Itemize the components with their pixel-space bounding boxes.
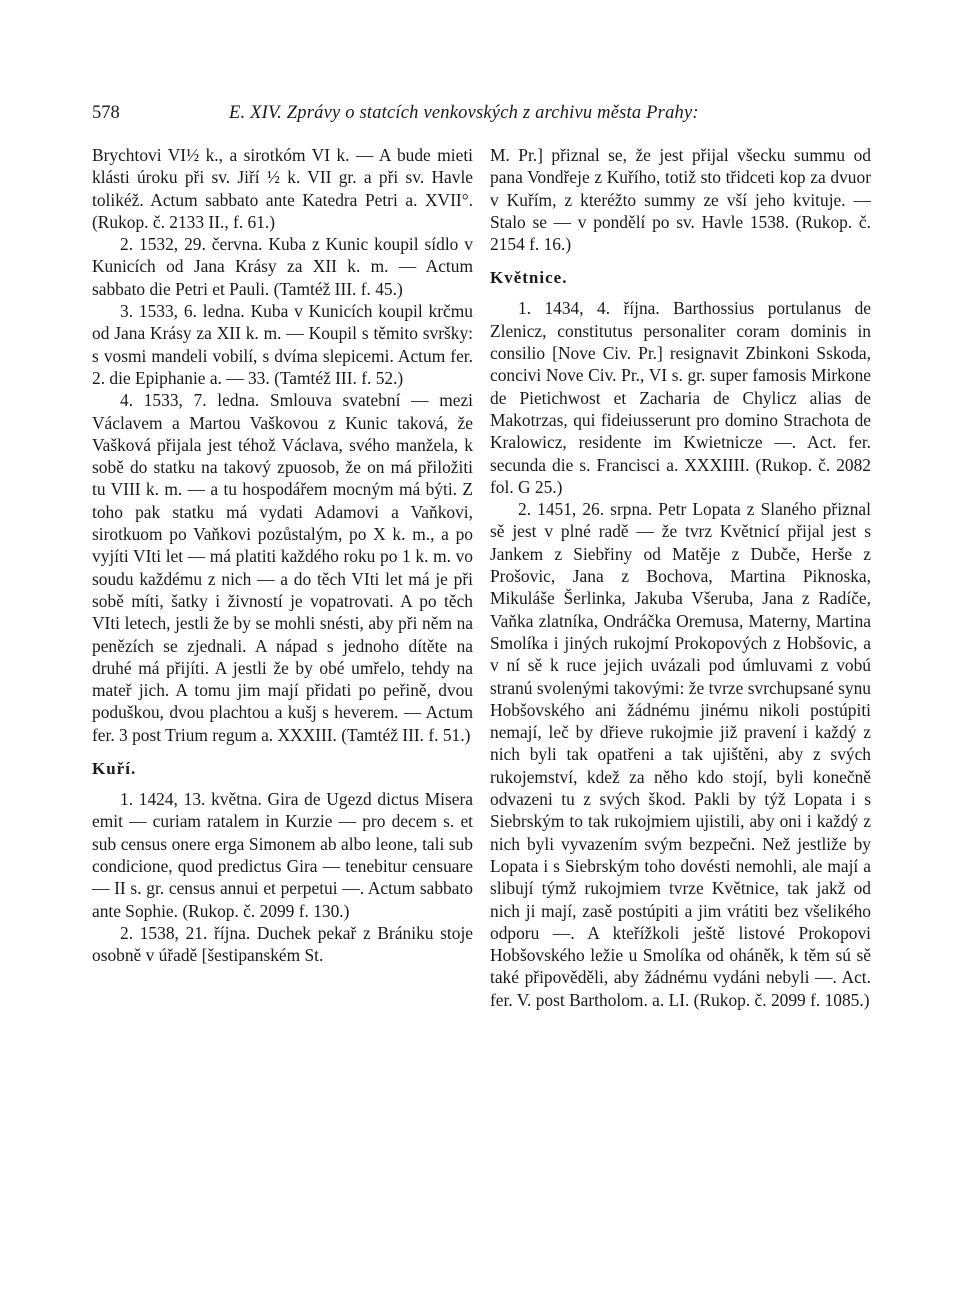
paragraph: Brychtovi VI½ k., a sirotkóm VI k. — A bude mieti klásti úroku při sv. Jiří ½ k. VII gr. a při sv. Havle tolikéž. Actum sabbato ante Katedra Petri a. XVII°. (Rukop. č. 2133 II., f. 61.)	[92, 145, 473, 232]
paragraph: 1. 1434, 4. října. Barthossius portulanus de Zlenicz, constitutus personaliter coram dominis in consilio [Nove Civ. Pr.] resignavit Zbinkoni Sskoda, concivi Nove Civ. Pr., VI s. gr. super famosis Mirkone de Pietichwost et Zacharia de Chylicz alias de Makotrzas, qui fideiusserunt pro domino Strachota de Kralowicz, residente im Kwietnicze —. Act. fer. secunda die s. Francisci a. XXXIIII. (Rukop. č. 2082 fol. G 25.)	[490, 298, 871, 497]
paragraph: 1. 1424, 13. května. Gira de Ugezd dictus Misera emit — curiam ratalem in Kurzie — pro decem s. et sub census onere erga Simonem ab albo leone, tali sub condicione, quod predictus Gira — tenebitur censuare — II s. gr. census annui et perpetui —. Actum sabbato ante Sophie. (Rukop. č. 2099 f. 130.)	[92, 789, 473, 921]
page-number: 578	[92, 103, 120, 123]
paragraph: M. Pr.] přiznal se, že jest přijal všecku summu od pana Vondřeje z Kuřího, totiž sto třidceti kop za dvuor v Kuřím, z kteréžto summy ze vší jeho kvituje. — Stalo se — v pondělí po sv. Havle 1538. (Rukop. č. 2154 f. 16.)	[490, 145, 871, 255]
paragraph: 3. 1533, 6. ledna. Kuba v Kunicích koupil krčmu od Jana Krásy za XII k. m. — Koupil s těmito svršky: s vosmi mandeli vobilí, s dvíma slepicemi. Actum fer. 2. die Epiphanie a. — 33. (Tamtéž III. f. 52.)	[92, 301, 473, 388]
running-title: E. XIV. Zprávy o statcích venkovských z archivu města Prahy:	[229, 103, 699, 123]
paragraph: 2. 1538, 21. října. Duchek pekař z Brániku stoje osobně v úřadě [šestipanském St.	[92, 922, 473, 966]
paragraph: 4. 1533, 7. ledna. Smlouva svatební — mezi Václavem a Martou Vaškovou z Kunic taková, že Vašková přijala jest téhož Václava, svého manžela, k sobě do statku na takový zpuosob, že on má přiložiti tu VIII k. m. — a tu hospodářem mocným má býti. Z toho pak statku má vydati Adamovi a Vaňkovi, sirotkuom po Vaňkovi pozůstalým, po X k. m., a po vyjíti VIti let — má platiti každého roku po 1 k. m. vo soudu každému z nich — a do těch VIti let má je při sobě míti, šatky i živností je vopatrovati. A po těch VIti letech, jestli že by se mohli snésti, aby při něm na penězích se zjednali. A nápad s jednoho dítěte na druhé má přijíti. A jestli že by obé umřelo, tehdy na mateř jich. A tomu jim mají přidati po peřině, dvou poduškou, dvou plachtou a kušj s heverem. — Actum fer. 3 post Trium regum a. XXXIII. (Tamtéž III. f. 51.)	[92, 390, 473, 745]
right-column	[490, 144, 871, 1011]
section-heading: Květnice.	[490, 268, 568, 288]
section-heading: Kuří.	[92, 759, 137, 779]
paragraph: 2. 1451, 26. srpna. Petr Lopata z Slaného přiznal sě jest v plné radě — že tvrz Květnicí přijal jest s Jankem z Siebřiny od Matěje z Dubče, Herše z Prošovic, Jana z Bochova, Martina Piknoska, Mikuláše Šerlinka, Jakuba Všeruba, Jana z Radíče, Vaňka zlatníka, Ondráčka Oremusa, Materny, Martina Smolíka i jiných rukojmí Prokopových z Hobšovic, a v ní sě k ruce jejich uvázali pod úmluvami z vobú stranú svolenými takovými: že tvrze svrchupsané synu Hobšovského ani žádnému jinému nikoli postúpiti nemají, leč by dřieve rukojmie již pravení i každý z nich byli tak opatřeni a tak ujištěni, aby z svých rukojemství, kdež za něho kdo stojí, byli konečně odvazeni tu z svých škod. Pakli by týž Lopata i s Siebrským to tak rukojmiem ujistili, aby oni i každý z nich byli vyvazením svým bezpečni. Než jestliže by Lopata i s Siebrským toho dovésti nemohli, ale mají a slibují týmž rukojmiem tvrze Květnice, tak jakž od nich ji mají, zasě postúpiti a jim vrátiti bez všelikého odporu —. A kteřížkoli ještě listové Prokopovi Hobšovského ležie u Smolíka od oháněk, k těm sú sě také připověděli, aby žádnému vydáni nebyli —. Act. fer. V. post Bartholom. a. LI. (Rukop. č. 2099 f. 1085.)	[490, 499, 871, 1010]
paragraph: 2. 1532, 29. června. Kuba z Kunic koupil sídlo v Kunicích od Jana Krásy za XII k. m. — Actum sabbato die Petri et Pauli. (Tamtéž III. f. 45.)	[92, 234, 473, 299]
left-column	[92, 144, 473, 966]
running-header	[92, 98, 872, 128]
